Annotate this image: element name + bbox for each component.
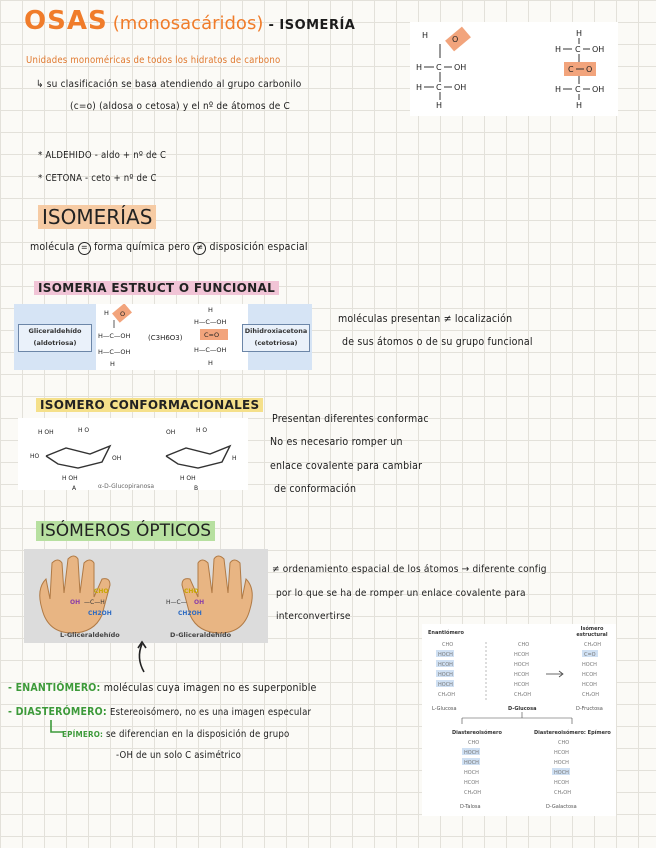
svg-text:H: H — [576, 101, 583, 110]
svg-text:H: H — [416, 83, 423, 92]
svg-text:H OH: H OH — [180, 475, 196, 482]
carbonyl-molecules-image — [410, 22, 618, 116]
def-disposicion: disposición espacial — [209, 241, 308, 253]
conformer-b-label: B — [194, 485, 199, 490]
svg-text:O: O — [452, 35, 459, 44]
label-l-glucosa: L-Glucosa — [432, 706, 457, 712]
svg-text:H—C—OH: H—C—OH — [98, 348, 131, 356]
cetona-note: * CETONA - ceto + nº de C — [38, 173, 157, 184]
svg-text:H—C—OH: H—C—OH — [98, 332, 131, 340]
svg-text:HCOH: HCOH — [582, 682, 597, 688]
svg-text:HCOH: HCOH — [438, 662, 453, 668]
equal-symbol: = — [78, 242, 91, 255]
estructural-heading: ISOMERIA ESTRUCT O FUNCIONAL — [34, 281, 279, 295]
estructural-note-2: de sus átomos o de su grupo funcional — [342, 336, 533, 348]
svg-text:CH₂OH: CH₂OH — [584, 642, 601, 648]
l-gliceraldehido-label: L-Gliceraldehído — [60, 631, 120, 639]
svg-text:H—C—OH: H—C—OH — [194, 318, 227, 326]
page-title-topic: - ISOMERÍA — [268, 18, 356, 33]
svg-text:OH: OH — [70, 599, 81, 606]
def-molecula: molécula — [30, 241, 75, 253]
conformacional-note-3: enlace covalente para cambiar — [270, 460, 423, 472]
svg-text:HOCH: HOCH — [582, 662, 597, 668]
svg-text:HOCH: HOCH — [464, 750, 479, 756]
svg-text:OH: OH — [454, 83, 467, 92]
label-d-fructosa: D-Fructosa — [576, 706, 603, 712]
svg-text:CHO: CHO — [558, 740, 570, 746]
isomerias-definition — [30, 241, 308, 255]
conformacional-note-4: de conformación — [274, 483, 357, 495]
svg-text:H: H — [555, 45, 562, 54]
svg-text:OH: OH — [166, 429, 176, 436]
hands-image — [24, 549, 268, 643]
triose-structures-diagram — [410, 22, 618, 116]
svg-text:CH2OH: CH2OH — [178, 610, 202, 617]
svg-text:CH₂OH: CH₂OH — [554, 790, 571, 796]
svg-text:O: O — [120, 310, 126, 318]
dihydroxyacetone-box — [244, 304, 312, 370]
intro-line-1: Unidades monoméricas de todos los hidratos de carbono — [26, 55, 281, 66]
svg-text:CH2OH: CH2OH — [88, 610, 112, 617]
glucopyranose-chairs-diagram — [18, 418, 248, 490]
isomerias-heading: ISOMERÍAS — [38, 205, 156, 229]
svg-text:HO: HO — [30, 453, 40, 460]
cetotriosa-label: (cetotriosa) — [254, 339, 298, 347]
svg-text:C: C — [436, 83, 442, 92]
conformer-a-label: A — [72, 485, 77, 490]
svg-text:H O: H O — [196, 427, 208, 434]
enantiomero-label: - ENANTIÓMERO: — [8, 682, 101, 694]
svg-text:H: H — [110, 360, 115, 368]
formula-label: (C3H6O3) — [148, 334, 183, 342]
svg-text:O: O — [586, 65, 593, 74]
svg-text:C: C — [575, 45, 581, 54]
aldotriosa-label: (aldotriosa) — [33, 339, 77, 347]
label-diastereoisomero: Diastereoisómero — [452, 730, 502, 736]
glyceraldehyde-box — [14, 304, 96, 370]
epimero-label: EPÍMERO: — [62, 730, 104, 739]
svg-text:HOCH: HOCH — [438, 682, 453, 688]
label-d-talosa: D-Talosa — [460, 804, 481, 810]
enantiomero-text: moléculas cuya imagen no es superponible — [103, 682, 317, 694]
svg-text:C: C — [436, 63, 442, 72]
not-equal-symbol: ≠ — [193, 242, 206, 255]
svg-text:HOCH: HOCH — [554, 760, 569, 766]
svg-text:—C—H: —C—H — [84, 599, 105, 606]
diastero-text: Estereoisómero, no es una imagen especular — [110, 707, 312, 718]
svg-text:C: C — [568, 65, 574, 74]
svg-text:HOCH: HOCH — [554, 770, 569, 776]
svg-text:H: H — [416, 63, 423, 72]
title-block — [24, 6, 355, 36]
svg-text:OH: OH — [592, 85, 605, 94]
svg-text:CHO: CHO — [468, 740, 480, 746]
glyceraldehyde-label: Gliceraldehído — [28, 327, 82, 335]
enantiomero-definition — [8, 682, 317, 694]
label-diastereoisomero-epimero: Diastereoisómero: Epímero — [534, 730, 611, 736]
svg-text:HCOH: HCOH — [582, 672, 597, 678]
svg-text:CH₂OH: CH₂OH — [514, 692, 531, 698]
isomer-types-diagram — [422, 624, 616, 816]
svg-text:HOCH: HOCH — [438, 652, 453, 658]
intro-line-3: (c=o) (aldosa o cetosa) y el nº de átomos de C — [70, 101, 291, 112]
def-forma-quimica: forma química pero — [94, 241, 191, 253]
conformacional-note-1: Presentan diferentes conformac — [272, 413, 429, 425]
conformacional-note-2: No es necesario romper un — [270, 436, 403, 448]
svg-text:H—C—: H—C— — [166, 599, 187, 606]
svg-text:HCOH: HCOH — [514, 672, 529, 678]
svg-text:C=O: C=O — [204, 331, 220, 339]
opticos-note-3: interconvertirse — [276, 611, 351, 622]
svg-text:C: C — [575, 85, 581, 94]
svg-text:H: H — [208, 306, 213, 314]
svg-text:H: H — [422, 31, 429, 40]
chiral-hands-illustration — [24, 549, 268, 643]
label-enantiomero: Enantiómero — [428, 630, 464, 636]
svg-text:H: H — [208, 359, 213, 367]
page-subtitle: (monosacáridos) — [112, 13, 264, 34]
svg-text:OH: OH — [112, 455, 122, 462]
sugar-isomers-chart — [422, 638, 616, 816]
glucopyranose-image — [18, 418, 248, 490]
svg-text:HCOH: HCOH — [554, 780, 569, 786]
svg-text:HCOH: HCOH — [464, 780, 479, 786]
svg-text:H: H — [576, 29, 583, 38]
diastero-label: - DIASTERÓMERO: — [8, 706, 107, 718]
estructural-image — [14, 304, 312, 370]
svg-text:CH₂OH: CH₂OH — [438, 692, 455, 698]
opticos-heading: ISÓMEROS ÓPTICOS — [36, 521, 215, 541]
svg-text:CHO: CHO — [518, 642, 530, 648]
svg-text:CHO: CHO — [442, 642, 454, 648]
svg-text:HCOH: HCOH — [514, 682, 529, 688]
label-d-galactosa: D-Galactosa — [546, 804, 577, 810]
svg-text:H: H — [436, 101, 443, 110]
svg-text:H: H — [232, 455, 237, 462]
opticos-note-1: ≠ ordenamiento espacial de los átomos → diferente config — [272, 564, 547, 575]
svg-text:H—C—OH: H—C—OH — [194, 346, 227, 354]
svg-text:C=O: C=O — [584, 652, 596, 658]
svg-text:HOCH: HOCH — [464, 760, 479, 766]
glucopyranose-caption: α-D-Glucopiranosa — [98, 483, 155, 490]
d-gliceraldehido-label: D-Gliceraldehído — [170, 631, 232, 639]
epimero-definition — [62, 729, 289, 740]
curved-arrow-icon — [132, 636, 156, 676]
svg-text:CHO: CHO — [184, 588, 199, 595]
svg-text:H: H — [104, 309, 109, 317]
svg-text:CH₂OH: CH₂OH — [464, 790, 481, 796]
page-title: OSAS — [24, 6, 108, 36]
svg-text:CHO: CHO — [94, 588, 109, 595]
conformacional-heading: ISOMERO CONFORMACIONALES — [36, 398, 263, 412]
epimero-text: se diferencian en la disposición de grupo — [106, 729, 290, 740]
svg-text:HCOH: HCOH — [514, 652, 529, 658]
intro-line-2: ↳ su clasificación se basa atendiendo al grupo carbonilo — [36, 79, 302, 90]
dihydroxyacetone-label: Dihidroxiacetona — [244, 327, 308, 335]
svg-text:HOCH: HOCH — [464, 770, 479, 776]
diastero-definition — [8, 706, 311, 718]
label-d-glucosa: D-Glucosa — [508, 706, 537, 712]
opticos-note-2: por lo que se ha de romper un enlace covalente para — [276, 588, 526, 599]
label-isomero-estructural: Isómero estructural — [576, 626, 608, 638]
svg-text:OH: OH — [194, 599, 205, 606]
estructural-note-1: moléculas presentan ≠ localización — [338, 313, 513, 325]
svg-text:H: H — [555, 85, 562, 94]
svg-text:CH₂OH: CH₂OH — [582, 692, 599, 698]
svg-text:OH: OH — [592, 45, 605, 54]
structural-isomers-diagram — [96, 304, 246, 370]
svg-text:HOCH: HOCH — [514, 662, 529, 668]
svg-text:H OH: H OH — [38, 429, 54, 436]
svg-text:H O: H O — [78, 427, 90, 434]
svg-text:HCOH: HCOH — [554, 750, 569, 756]
svg-text:OH: OH — [454, 63, 467, 72]
svg-text:H OH: H OH — [62, 475, 78, 482]
epimero-definition-2: -OH de un solo C asimétrico — [116, 750, 242, 761]
svg-text:HOCH: HOCH — [438, 672, 453, 678]
aldehido-note: * ALDEHIDO - aldo + nº de C — [38, 150, 167, 161]
